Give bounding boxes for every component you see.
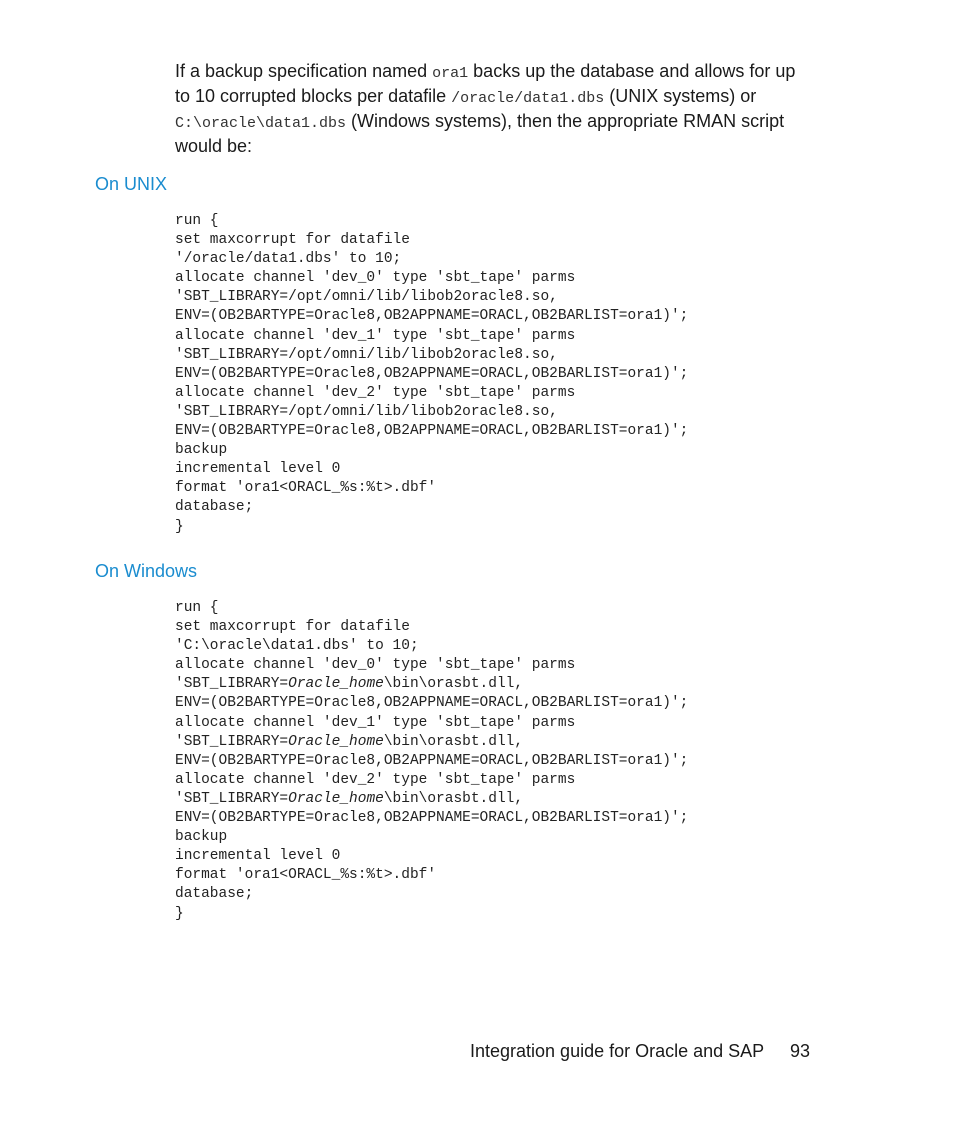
code-line: allocate channel 'dev_2' type 'sbt_tape' parms: [175, 771, 576, 788]
code-variable: Oracle_home: [288, 676, 384, 693]
intro-text: backs up the database and allows for up to 10 corrupted blocks per datafile: [175, 61, 796, 106]
code-text: \bin\orasbt.dll,: [383, 676, 524, 693]
code-line: allocate channel 'dev_1' type 'sbt_tape' parms: [175, 714, 576, 731]
code-line: [175, 733, 688, 752]
code-line: ENV=(OB2BARTYPE=Oracle8,OB2APPNAME=ORACL,OB2BARLIST=ora1)';: [175, 810, 689, 827]
code-line: ENV=(OB2BARTYPE=Oracle8,OB2APPNAME=ORACL,OB2BARLIST=ora1)';: [175, 365, 689, 382]
code-line: backup: [175, 442, 228, 459]
code-line: allocate channel 'dev_2' type 'sbt_tape' parms: [175, 384, 576, 401]
intro-text: If a backup specification named: [175, 61, 433, 81]
intro-paragraph: [175, 60, 815, 157]
intro-text: (UNIX systems) or: [604, 86, 757, 106]
code-text: \bin\orasbt.dll,: [383, 733, 524, 750]
code-line: 'SBT_LIBRARY=/opt/omni/lib/libob2oracle8.so,: [175, 403, 558, 420]
code-variable: Oracle_home: [288, 733, 384, 750]
code-variable: Oracle_home: [288, 790, 384, 807]
inline-code: C:\oracle\data1.dbs: [175, 115, 347, 132]
code-text: 'SBT_LIBRARY=: [175, 790, 289, 807]
code-line: set maxcorrupt for datafile: [175, 232, 410, 249]
code-line: database;: [175, 499, 254, 516]
code-text: 'SBT_LIBRARY=: [175, 733, 289, 750]
code-line: allocate channel 'dev_0' type 'sbt_tape' parms: [175, 657, 576, 674]
code-line: backup: [175, 829, 228, 846]
code-line: ENV=(OB2BARTYPE=Oracle8,OB2APPNAME=ORACL,OB2BARLIST=ora1)';: [175, 752, 689, 769]
code-line: run {: [175, 213, 219, 229]
code-line: }: [175, 905, 184, 922]
code-block-unix: [175, 212, 688, 537]
code-line: run {: [175, 600, 219, 616]
inline-code: /oracle/data1.dbs: [451, 90, 605, 107]
code-line: allocate channel 'dev_1' type 'sbt_tape' parms: [175, 327, 576, 344]
section-heading-unix: On UNIX: [95, 174, 168, 194]
code-block-windows: [175, 599, 688, 924]
code-text: 'SBT_LIBRARY=: [175, 676, 289, 693]
code-line: format 'ora1<ORACL_%s:%t>.dbf': [175, 867, 437, 884]
code-line: }: [175, 518, 184, 535]
code-line: ENV=(OB2BARTYPE=Oracle8,OB2APPNAME=ORACL,OB2BARLIST=ora1)';: [175, 695, 689, 712]
intro-text: (Windows systems), then the appropriate RMAN script would be:: [175, 111, 785, 156]
code-text: \bin\orasbt.dll,: [383, 790, 524, 807]
code-line: 'SBT_LIBRARY=/opt/omni/lib/libob2oracle8.so,: [175, 289, 558, 306]
code-line: incremental level 0: [175, 461, 341, 478]
page-number: 93: [790, 1041, 811, 1061]
code-line: 'C:\oracle\data1.dbs' to 10;: [175, 638, 419, 655]
code-line: [175, 675, 688, 694]
inline-code: ora1: [432, 65, 469, 82]
code-line: ENV=(OB2BARTYPE=Oracle8,OB2APPNAME=ORACL,OB2BARLIST=ora1)';: [175, 423, 689, 440]
code-line: set maxcorrupt for datafile: [175, 619, 410, 636]
code-line: ENV=(OB2BARTYPE=Oracle8,OB2APPNAME=ORACL,OB2BARLIST=ora1)';: [175, 308, 689, 325]
code-line: [175, 790, 688, 809]
section-heading-windows: On Windows: [95, 561, 198, 581]
code-line: '/oracle/data1.dbs' to 10;: [175, 251, 402, 268]
footer-title: Integration guide for Oracle and SAP: [470, 1041, 765, 1061]
code-line: format 'ora1<ORACL_%s:%t>.dbf': [175, 480, 437, 497]
code-line: database;: [175, 886, 254, 903]
code-line: 'SBT_LIBRARY=/opt/omni/lib/libob2oracle8.so,: [175, 346, 558, 363]
code-line: incremental level 0: [175, 848, 341, 865]
code-line: allocate channel 'dev_0' type 'sbt_tape' parms: [175, 270, 576, 287]
